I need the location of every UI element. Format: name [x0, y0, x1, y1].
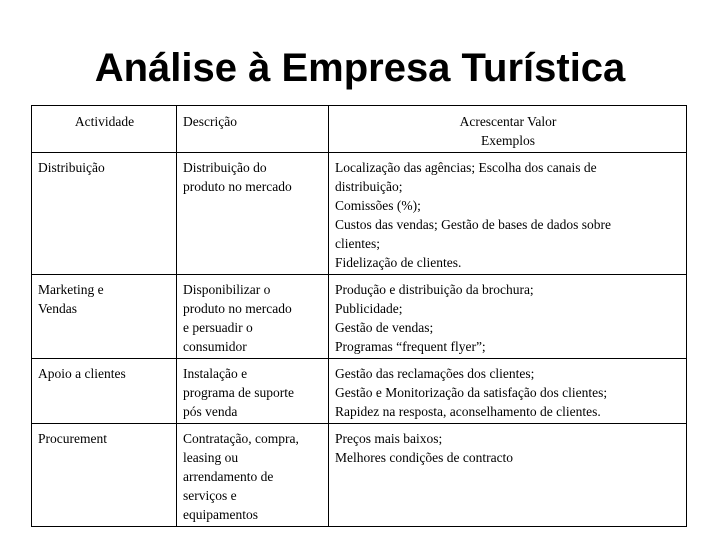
header-description: Descrição — [177, 106, 329, 153]
table-row — [32, 275, 687, 359]
cell-line: Publicidade; — [335, 301, 403, 316]
cell-activity — [32, 275, 177, 359]
cell-line: Localização das agências; Escolha dos canais de — [335, 160, 597, 175]
cell-line: clientes; — [335, 236, 380, 251]
header-examples-line: Exemplos — [481, 133, 535, 148]
cell-line: produto no mercado — [183, 179, 292, 194]
header-activity: Actividade — [32, 106, 177, 153]
cell-examples — [329, 275, 687, 359]
cell-line: Preços mais baixos; — [335, 431, 443, 446]
cell-line: e persuadir o — [183, 320, 253, 335]
cell-line: Programas “frequent flyer”; — [335, 339, 486, 354]
cell-line: Rapidez na resposta, aconselhamento de clientes. — [335, 404, 601, 419]
cell-line: produto no mercado — [183, 301, 292, 316]
cell-activity — [32, 424, 177, 527]
cell-line: programa de suporte — [183, 385, 294, 400]
cell-description — [177, 153, 329, 275]
page-title: Análise à Empresa Turística — [94, 46, 626, 90]
cell-line: Contratação, compra, — [183, 431, 299, 446]
cell-examples — [329, 359, 687, 424]
cell-description — [177, 275, 329, 359]
cell-line: arrendamento de — [183, 469, 274, 484]
cell-line: pós venda — [183, 404, 238, 419]
cell-activity — [32, 359, 177, 424]
table-row — [32, 153, 687, 275]
cell-line: leasing ou — [183, 450, 239, 465]
cell-line: Vendas — [38, 301, 77, 316]
header-examples — [329, 106, 687, 153]
cell-examples — [329, 153, 687, 275]
cell-line: Marketing e — [38, 282, 104, 297]
cell-line: Gestão e Monitorização da satisfação dos clientes; — [335, 385, 608, 400]
cell-line: Gestão de vendas; — [335, 320, 434, 335]
cell-activity — [32, 153, 177, 275]
value-analysis-table — [31, 105, 687, 527]
cell-line: Custos das vendas; Gestão de bases de dados sobre — [335, 217, 611, 232]
table-row — [32, 424, 687, 527]
cell-line: Distribuição do — [183, 160, 267, 175]
cell-description — [177, 359, 329, 424]
cell-line: Apoio a clientes — [38, 366, 126, 381]
table-row — [32, 359, 687, 424]
header-examples-line: Acrescentar Valor — [459, 114, 557, 129]
cell-line: Procurement — [38, 431, 107, 446]
cell-line: Fidelização de clientes. — [335, 255, 462, 270]
cell-line: Comissões (%); — [335, 198, 421, 213]
cell-examples — [329, 424, 687, 527]
cell-line: Disponibilizar o — [183, 282, 271, 297]
cell-line: Gestão das reclamações dos clientes; — [335, 366, 535, 381]
cell-description — [177, 424, 329, 527]
cell-line: Instalação e — [183, 366, 248, 381]
cell-line: serviços e — [183, 488, 237, 503]
cell-line: equipamentos — [183, 507, 258, 522]
cell-line: Distribuição — [38, 160, 105, 175]
cell-line: Melhores condições de contracto — [335, 450, 514, 465]
cell-line: consumidor — [183, 339, 247, 354]
cell-line: Produção e distribuição da brochura; — [335, 282, 534, 297]
table-header-row — [32, 106, 687, 153]
cell-line: distribuição; — [335, 179, 403, 194]
